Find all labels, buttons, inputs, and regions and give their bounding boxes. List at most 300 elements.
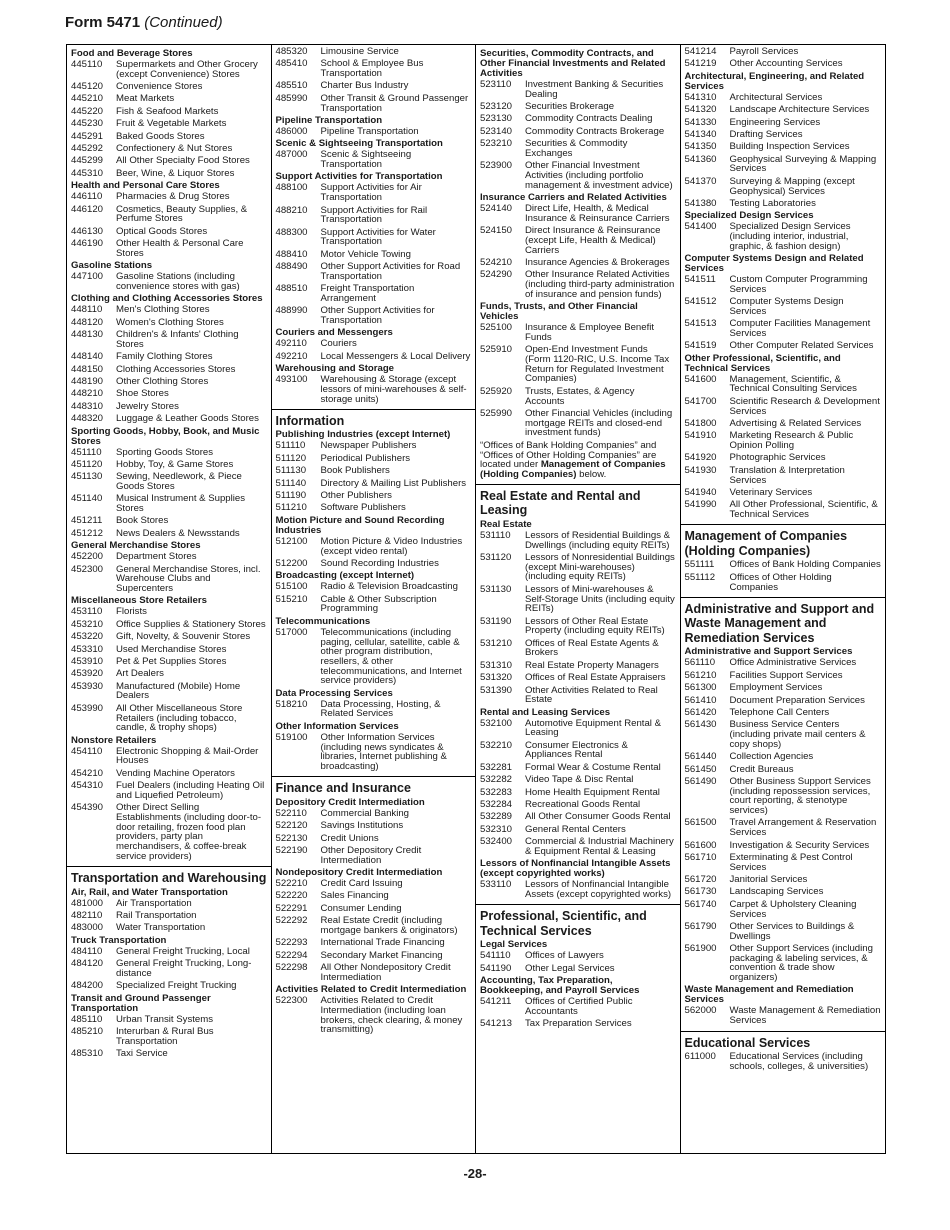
code-row xyxy=(480,323,676,342)
activity-description: Urban Transit Systems xyxy=(116,1013,214,1025)
naics-code: 451120 xyxy=(71,458,103,470)
code-row xyxy=(71,365,267,375)
code-row xyxy=(480,837,676,856)
code-row xyxy=(276,700,472,719)
industry-section xyxy=(476,904,680,1033)
code-row xyxy=(685,118,882,128)
naics-code: 522210 xyxy=(275,878,308,890)
naics-code: 483000 xyxy=(71,922,104,934)
naics-code: 561210 xyxy=(684,669,717,681)
naics-code: 493100 xyxy=(275,374,308,386)
naics-code: 512200 xyxy=(275,557,308,569)
activity-description: Scientific Research & Development Services xyxy=(729,395,880,417)
code-row xyxy=(480,127,676,137)
code-row xyxy=(71,272,267,291)
code-row xyxy=(71,352,267,362)
group-heading: Administrative and Support Services xyxy=(684,646,853,658)
code-row xyxy=(71,330,267,349)
code-row xyxy=(480,775,676,785)
code-row xyxy=(685,177,882,196)
activity-description: Gift, Novelty, & Souvenir Stores xyxy=(116,631,251,643)
naics-code: 488490 xyxy=(275,261,308,273)
activity-description: Taxi Service xyxy=(116,1048,168,1060)
code-row xyxy=(276,951,472,961)
naics-code: 561490 xyxy=(684,775,717,787)
group-heading: Other Information Services xyxy=(275,720,399,732)
code-row xyxy=(276,503,472,513)
code-row xyxy=(276,846,472,865)
naics-code: 561900 xyxy=(684,942,717,954)
activity-description: Book Publishers xyxy=(320,465,390,477)
activity-description: Offices of Real Estate Appraisers xyxy=(525,672,666,684)
code-row xyxy=(685,419,882,429)
code-row xyxy=(71,1049,267,1059)
activity-description: Direct Life, Health, & Medical Insurance & Reinsurance Carriers xyxy=(525,203,670,224)
activity-description: Electronic Shopping & Mail-Order Houses xyxy=(116,745,259,767)
code-row xyxy=(71,803,267,861)
activity-description: Specialized Freight Trucking xyxy=(116,980,237,992)
industry-section xyxy=(272,45,476,409)
code-row xyxy=(685,47,882,57)
code-row xyxy=(276,47,472,57)
code-row xyxy=(480,719,676,738)
activity-description: Securities & Commodity Exchanges xyxy=(525,138,628,159)
group-heading: Legal Services xyxy=(480,939,548,951)
naics-code: 454310 xyxy=(71,780,104,792)
activity-description: Shoe Stores xyxy=(116,388,169,400)
activity-description: Hobby, Toy, & Game Stores xyxy=(116,458,234,470)
naics-code: 524210 xyxy=(480,257,513,269)
code-row xyxy=(480,114,676,124)
activity-description: Directory & Mailing List Publishers xyxy=(320,477,467,489)
naics-code: 448210 xyxy=(71,388,104,400)
code-row xyxy=(71,389,267,399)
naics-code: 531310 xyxy=(480,659,513,671)
activity-description: Trusts, Estates, & Agency Accounts xyxy=(525,385,635,407)
naics-code: 532284 xyxy=(480,799,513,811)
activity-description: Other Activities Related to Real Estate xyxy=(525,684,658,706)
activity-description: Other Publishers xyxy=(320,490,392,502)
activity-description: Department Stores xyxy=(116,551,197,563)
naics-code: 451212 xyxy=(71,527,104,539)
naics-code: 541910 xyxy=(684,430,717,442)
code-row xyxy=(685,560,882,570)
activity-description: Tax Preparation Services xyxy=(525,1018,632,1030)
naics-code: 531390 xyxy=(480,684,513,696)
naics-code: 448120 xyxy=(71,316,104,328)
activity-description: Software Publishers xyxy=(320,502,406,514)
naics-code: 454110 xyxy=(71,745,103,757)
code-row xyxy=(276,206,472,225)
code-row xyxy=(276,81,472,91)
code-row xyxy=(71,494,267,513)
code-row xyxy=(71,107,267,117)
naics-code: 482110 xyxy=(71,910,103,922)
code-row xyxy=(685,275,882,294)
naics-code: 445291 xyxy=(71,130,104,142)
code-row xyxy=(71,305,267,315)
naics-code: 481000 xyxy=(71,897,104,909)
code-row xyxy=(480,800,676,810)
naics-code: 515100 xyxy=(275,581,308,593)
naics-code: 561450 xyxy=(684,763,717,775)
code-row xyxy=(276,183,472,202)
activity-description: General Freight Trucking, Local xyxy=(116,945,250,957)
activity-description: Engineering Services xyxy=(729,116,821,128)
code-row xyxy=(71,704,267,733)
naics-code: 453220 xyxy=(71,631,104,643)
code-row xyxy=(685,573,882,592)
activity-description: Children's & Infants' Clothing Stores xyxy=(116,329,239,350)
naics-code: 488100 xyxy=(275,182,308,194)
naics-code: 452300 xyxy=(71,563,104,575)
activity-description: Newspaper Publishers xyxy=(320,440,417,452)
code-row xyxy=(480,531,676,550)
group-heading: Truck Transportation xyxy=(71,934,167,946)
group-heading: Activities Related to Credit Intermediation xyxy=(275,984,467,996)
activity-description: Florists xyxy=(116,606,147,618)
naics-code: 512100 xyxy=(275,535,308,547)
code-row xyxy=(480,553,676,582)
naics-code: 524140 xyxy=(480,203,513,215)
activity-description: Other Business Support Services (including repossession services, court reporting, & stenotype services) xyxy=(729,775,871,817)
group-heading: Specialized Design Services xyxy=(684,210,814,222)
code-row xyxy=(71,132,267,142)
activity-description: Pipeline Transportation xyxy=(320,125,419,137)
naics-code: 531190 xyxy=(480,615,512,627)
code-row xyxy=(71,472,267,491)
code-row xyxy=(685,297,882,316)
activity-description: Video Tape & Disc Rental xyxy=(525,774,634,786)
activity-description: Landscaping Services xyxy=(729,886,824,898)
naics-code: 522293 xyxy=(275,937,308,949)
activity-description: Sewing, Needlework, & Piece Goods Stores xyxy=(116,471,242,492)
activity-description: Other Support Activities for Road Transportation xyxy=(320,261,461,282)
group-heading: Data Processing Services xyxy=(275,687,393,699)
naics-code: 445210 xyxy=(71,93,104,105)
code-row xyxy=(276,306,472,325)
naics-code: 484120 xyxy=(71,958,104,970)
note-tail: below. xyxy=(576,469,607,481)
naics-code: 541340 xyxy=(684,128,717,140)
naics-code: 523130 xyxy=(480,113,513,125)
code-row xyxy=(71,448,267,458)
activity-description: Support Activities for Rail Transportation xyxy=(320,204,428,226)
naics-code: 541519 xyxy=(684,340,717,352)
code-row xyxy=(685,671,882,681)
naics-code: 522300 xyxy=(275,995,308,1007)
naics-code: 541214 xyxy=(684,46,717,57)
naics-code: 451130 xyxy=(71,471,103,483)
naics-code: 541350 xyxy=(684,141,717,153)
code-row xyxy=(685,777,882,816)
section-title: Management of Companies (Holding Companies) xyxy=(684,529,848,558)
code-row xyxy=(480,763,676,773)
code-row xyxy=(685,944,882,983)
activity-description: Supermarkets and Other Grocery (except Convenience) Stores xyxy=(116,59,258,80)
naics-code: 518210 xyxy=(275,698,308,710)
group-heading: Rental and Leasing Services xyxy=(480,706,611,718)
code-row xyxy=(685,708,882,718)
naics-code: 541320 xyxy=(684,104,717,116)
code-row xyxy=(71,516,267,526)
activity-description: Commercial Banking xyxy=(320,807,410,819)
code-row xyxy=(71,747,267,766)
naics-code: 446110 xyxy=(71,191,103,203)
code-row xyxy=(685,752,882,762)
activity-description: Motion Picture & Video Industries (except video rental) xyxy=(320,535,463,557)
activity-description: Other Direct Selling Establishments (including door-to-door retailing, frozen food plan providers, party plan merchandisers, & coffee-break service providers) xyxy=(116,802,262,862)
naics-code: 525920 xyxy=(480,385,513,397)
code-row xyxy=(480,741,676,760)
code-row xyxy=(71,460,267,470)
code-row xyxy=(480,345,676,384)
code-row xyxy=(685,142,882,152)
activity-description: Drafting Services xyxy=(729,128,803,140)
code-row xyxy=(276,352,472,362)
activity-description: Other Financial Vehicles (including mortgage REITs and closed-end investment funds) xyxy=(525,407,673,439)
code-row xyxy=(71,239,267,258)
industry-section xyxy=(476,484,680,904)
code-row xyxy=(71,227,267,237)
activity-description: Offices of Real Estate Agents & Brokers xyxy=(525,637,659,659)
activity-description: Management, Scientific, & Technical Consulting Services xyxy=(729,373,857,395)
activity-description: Fish & Seafood Markets xyxy=(116,105,219,117)
code-row xyxy=(71,947,267,957)
naics-code: 561790 xyxy=(684,920,717,932)
naics-code: 541211 xyxy=(480,996,512,1008)
industry-section xyxy=(272,776,476,1039)
activity-description: Formal Wear & Costume Rental xyxy=(525,761,661,773)
naics-code: 511210 xyxy=(275,502,307,514)
page-header xyxy=(65,14,223,32)
code-row xyxy=(480,387,676,406)
code-row xyxy=(276,466,472,476)
code-row xyxy=(480,258,676,268)
code-row xyxy=(685,887,882,897)
activity-description: Architectural Services xyxy=(729,91,823,103)
code-row xyxy=(480,1019,676,1029)
section-title: Finance and Insurance xyxy=(275,781,411,796)
activity-description: Surveying & Mapping (except Geophysical) Services xyxy=(729,175,855,197)
activity-description: Art Dealers xyxy=(116,668,164,680)
naics-code: 511190 xyxy=(275,490,307,502)
activity-description: Pet & Pet Supplies Stores xyxy=(116,656,227,667)
activity-description: Testing Laboratories xyxy=(729,197,816,209)
naics-code: 454210 xyxy=(71,767,104,779)
group-heading: Sporting Goods, Hobby, Book, and Music Stores xyxy=(71,425,260,447)
naics-code: 451140 xyxy=(71,493,103,505)
activity-description: Veterinary Services xyxy=(729,486,813,498)
activity-description: Landscape Architecture Services xyxy=(729,104,870,116)
naics-code: 448320 xyxy=(71,413,104,425)
code-row xyxy=(685,466,882,485)
activity-description: Credit Unions xyxy=(320,832,379,844)
code-row xyxy=(685,1006,882,1025)
activity-description: Local Messengers & Local Delivery xyxy=(320,350,471,362)
activity-description: Secondary Market Financing xyxy=(320,949,443,961)
activity-description: Interurban & Rural Bus Transportation xyxy=(116,1026,214,1047)
activity-description: School & Employee Bus Transportation xyxy=(320,58,424,80)
activity-description: Women's Clothing Stores xyxy=(116,316,224,328)
activity-description: Jewelry Stores xyxy=(116,400,179,412)
naics-code: 446190 xyxy=(71,238,104,250)
group-heading: Miscellaneous Store Retailers xyxy=(71,595,207,607)
activity-description: Fruit & Vegetable Markets xyxy=(116,118,227,130)
naics-code: 448190 xyxy=(71,375,104,387)
naics-code: 446130 xyxy=(71,225,104,237)
naics-code: 453310 xyxy=(71,643,104,655)
code-row xyxy=(71,192,267,202)
activity-description: Collection Agencies xyxy=(729,751,814,763)
activity-description: All Other Professional, Scientific, & Technical Services xyxy=(729,499,878,521)
code-row xyxy=(276,59,472,78)
naics-code: 525990 xyxy=(480,407,513,419)
code-row xyxy=(480,812,676,822)
code-row xyxy=(480,617,676,636)
activity-description: Other Clothing Stores xyxy=(116,375,209,387)
naics-code: 523120 xyxy=(480,101,513,113)
naics-code: 561440 xyxy=(684,751,717,763)
naics-code: 561710 xyxy=(684,851,717,863)
activity-description: Commercial & Industrial Machinery & Equipment Rental & Leasing xyxy=(525,836,674,857)
activity-description: Consumer Lending xyxy=(320,902,402,914)
activity-description: International Trade Financing xyxy=(320,937,445,949)
naics-code: 485510 xyxy=(275,80,308,92)
activity-description: Advertising & Related Services xyxy=(729,417,862,429)
section-title: Professional, Scientific, and Technical Services xyxy=(480,909,647,938)
activity-description: All Other Specialty Food Stores xyxy=(116,155,250,167)
code-row xyxy=(685,453,882,463)
naics-code: 561720 xyxy=(684,874,717,886)
activity-description: Educational Services (including schools, colleges, & universities) xyxy=(729,1051,869,1072)
activity-description: Periodical Publishers xyxy=(320,452,411,464)
code-row xyxy=(276,375,472,404)
code-row xyxy=(685,130,882,140)
code-row xyxy=(71,981,267,991)
naics-code: 484200 xyxy=(71,980,104,992)
naics-code: 488990 xyxy=(275,305,308,317)
naics-code: 541110 xyxy=(480,950,511,962)
naics-code: 561730 xyxy=(684,886,717,898)
naics-code: 445310 xyxy=(71,167,104,179)
code-row xyxy=(276,454,472,464)
code-row xyxy=(276,262,472,281)
naics-code: 561420 xyxy=(684,706,717,718)
activity-description: Carpet & Upholstery Cleaning Services xyxy=(729,898,857,920)
code-row xyxy=(480,880,676,899)
naics-code: 561410 xyxy=(684,694,717,706)
naics-code: 522294 xyxy=(275,949,308,961)
form-title: Form 5471 xyxy=(65,14,141,31)
naics-code: 532310 xyxy=(480,823,513,835)
code-row xyxy=(276,479,472,489)
activity-description: Investigation & Security Services xyxy=(729,839,870,851)
page-number: -28- xyxy=(463,1166,487,1181)
group-heading: Lessors of Nonfinancial Intangible Assets (except copyrighted works) xyxy=(480,858,671,880)
group-heading: Architectural, Engineering, and Related Services xyxy=(684,70,865,92)
industry-section xyxy=(272,409,476,776)
naics-code: 532400 xyxy=(480,836,513,848)
activity-description: Custom Computer Programming Services xyxy=(729,274,868,295)
activity-description: Couriers xyxy=(320,338,357,350)
code-row xyxy=(276,537,472,556)
section-title: Information xyxy=(275,413,345,428)
code-row xyxy=(276,491,472,501)
activity-description: Lessors of Other Real Estate Property (including equity REITs) xyxy=(525,615,665,637)
code-row xyxy=(685,853,882,872)
activity-description: Investment Banking & Securities Dealing xyxy=(525,79,664,100)
naics-code: 551112 xyxy=(684,571,716,583)
code-row xyxy=(71,1027,267,1046)
naics-code: 453110 xyxy=(71,606,103,618)
section-title: Real Estate and Rental and Leasing xyxy=(480,488,641,518)
naics-code: 522110 xyxy=(275,807,307,819)
activity-description: Marketing Research & Public Opinion Polling xyxy=(729,430,854,452)
naics-code: 532282 xyxy=(480,774,513,786)
code-row xyxy=(685,397,882,416)
section-title: Educational Services xyxy=(684,1035,811,1050)
code-row xyxy=(276,938,472,948)
code-row xyxy=(71,632,267,642)
code-row xyxy=(276,441,472,451)
activity-description: Offices of Certified Public Accountants xyxy=(525,996,633,1017)
group-heading: Publishing Industries (except Internet) xyxy=(275,429,451,441)
naics-code: 451110 xyxy=(71,446,102,458)
naics-code: 541370 xyxy=(684,175,717,187)
code-row xyxy=(480,226,676,255)
code-row xyxy=(480,661,676,671)
activity-description: Motor Vehicle Towing xyxy=(320,248,411,260)
code-row xyxy=(71,144,267,154)
activity-description: Recreational Goods Rental xyxy=(525,799,641,811)
activity-description: Vending Machine Operators xyxy=(116,767,235,779)
naics-code: 492110 xyxy=(275,338,307,350)
activity-description: Sporting Goods Stores xyxy=(116,446,214,458)
group-heading: Warehousing and Storage xyxy=(275,363,395,375)
code-row xyxy=(71,402,267,412)
activity-description: Home Health Equipment Rental xyxy=(525,786,660,798)
activity-description: Activities Related to Credit Intermediation (including loan brokers, check clearing, & money transmitting) xyxy=(320,995,463,1036)
code-row xyxy=(685,900,882,919)
code-row xyxy=(480,270,676,299)
code-row xyxy=(480,788,676,798)
naics-code: 522291 xyxy=(275,902,308,914)
group-heading: Couriers and Messengers xyxy=(275,327,393,339)
industry-section xyxy=(681,524,886,596)
naics-code: 541213 xyxy=(480,1018,513,1030)
naics-code: 541800 xyxy=(684,417,717,429)
activity-description: Credit Bureaus xyxy=(729,763,794,775)
group-heading: General Merchandise Stores xyxy=(71,540,201,552)
naics-code: 531120 xyxy=(480,552,512,563)
naics-code: 532283 xyxy=(480,786,513,798)
activity-description: Rail Transportation xyxy=(116,910,197,922)
activity-description: Lessors of Nonfinancial Intangible Assets (except copyrighted works) xyxy=(525,879,672,900)
activity-description: Other Support Services (including packaging & labeling services, & convention & trade show organizers) xyxy=(729,942,873,984)
naics-code: 522130 xyxy=(275,832,308,844)
activity-description: Book Stores xyxy=(116,515,169,527)
code-row xyxy=(685,488,882,498)
code-row xyxy=(276,916,472,935)
naics-code: 531210 xyxy=(480,637,513,649)
activity-description: Real Estate Credit (including mortgage bankers & originators) xyxy=(320,915,458,936)
naics-code: 454390 xyxy=(71,802,104,814)
code-row xyxy=(685,199,882,209)
activity-description: Used Merchandise Stores xyxy=(116,643,227,655)
activity-description: Lessors of Mini-warehouses & Self-Storage Units (including equity REITs) xyxy=(525,583,675,615)
industry-section xyxy=(67,45,271,866)
